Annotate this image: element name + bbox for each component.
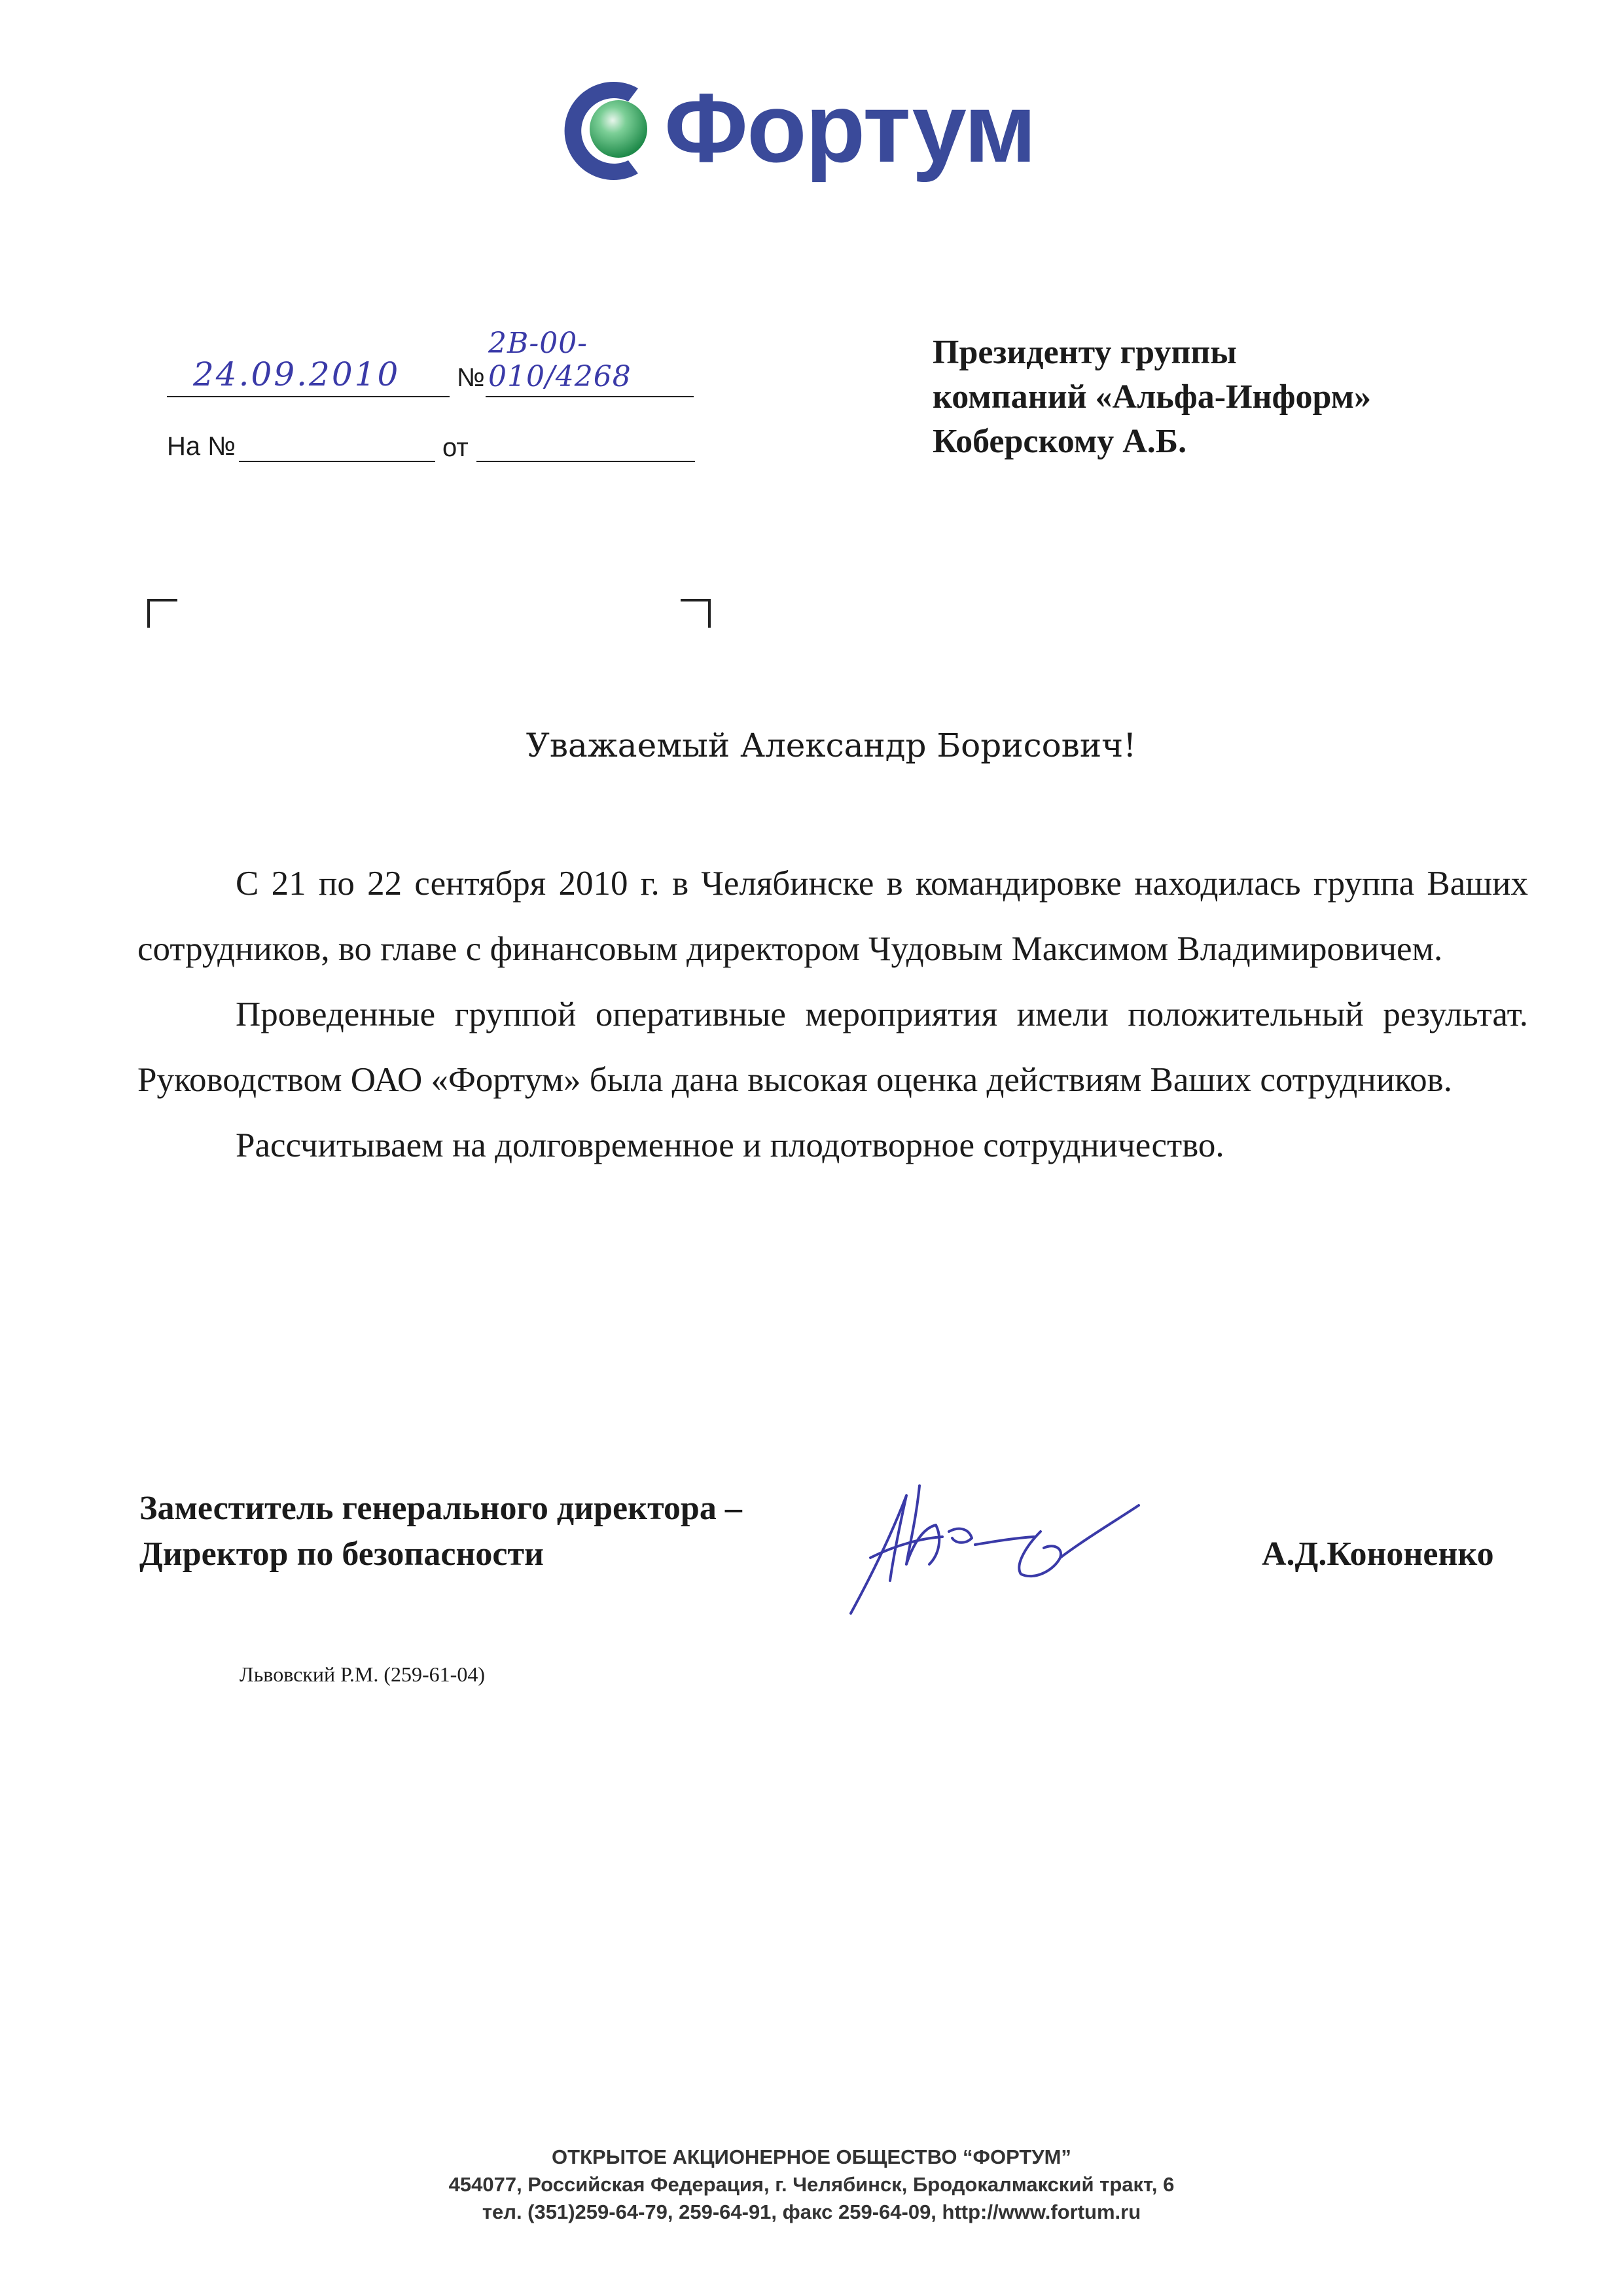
addressee-block xyxy=(933,331,1371,464)
signatory-title-line: Директор по безопасности xyxy=(139,1535,544,1573)
letter-body xyxy=(137,851,1528,1178)
signatory-title-line: Заместитель генерального директора – xyxy=(139,1490,742,1527)
corner-mark-right xyxy=(681,599,711,628)
addressee-line: Коберскому А.Б. xyxy=(933,423,1187,460)
corner-mark-left xyxy=(147,599,177,628)
handwritten-signature xyxy=(844,1466,1145,1623)
company-footer xyxy=(0,2144,1623,2226)
signatory-title xyxy=(139,1486,742,1577)
registration-number-label: № xyxy=(457,363,485,392)
registration-date: 24.09.2010 xyxy=(193,355,401,393)
reply-from-label: от xyxy=(442,433,469,462)
body-paragraph: С 21 по 22 сентября 2010 г. в Челябинске в командировке находилась группа Ваших сотрудников, во главе с финансовым директором Чудовым Максимом Владимировичем. xyxy=(137,865,1528,968)
addressee-line: компаний «Альфа-Информ» xyxy=(933,378,1372,416)
reply-from-line xyxy=(476,461,695,462)
addressee-line: Президенту группы xyxy=(933,334,1237,371)
fortum-emblem-icon xyxy=(560,75,664,187)
salutation: Уважаемый Александр Борисович! xyxy=(526,726,1137,764)
body-paragraph: Рассчитываем на долговременное и плодотворное сотрудничество. xyxy=(236,1126,1224,1164)
performer-contact: Львовский Р.М. (259-61-04) xyxy=(240,1662,485,1686)
reply-to-line xyxy=(239,461,435,462)
signatory-name: А.Д.Кононенко xyxy=(1262,1535,1494,1573)
company-logo xyxy=(560,72,1070,203)
registration-number-field xyxy=(486,327,694,397)
registration-date-field xyxy=(167,350,450,397)
brand-name: Фортум xyxy=(664,73,1035,183)
footer-line: 454077, Российская Федерация, г. Челябинск, Бродокалмакский тракт, 6 xyxy=(448,2173,1175,2196)
registration-number: 2В-00-010/4268 xyxy=(488,327,632,393)
reply-to-label: На № xyxy=(167,432,236,461)
footer-line: ОТКРЫТОЕ АКЦИОНЕРНОЕ ОБЩЕСТВО “ФОРТУМ” xyxy=(552,2145,1071,2168)
footer-line: тел. (351)259-64-79, 259-64-91, факс 259-64-09, http://www.fortum.ru xyxy=(482,2200,1141,2223)
body-paragraph: Проведенные группой оперативные мероприятия имели положительный результат. Руководством ОАО «Фортум» была дана высокая оценка действиям Ваших сотрудников. xyxy=(137,996,1528,1099)
